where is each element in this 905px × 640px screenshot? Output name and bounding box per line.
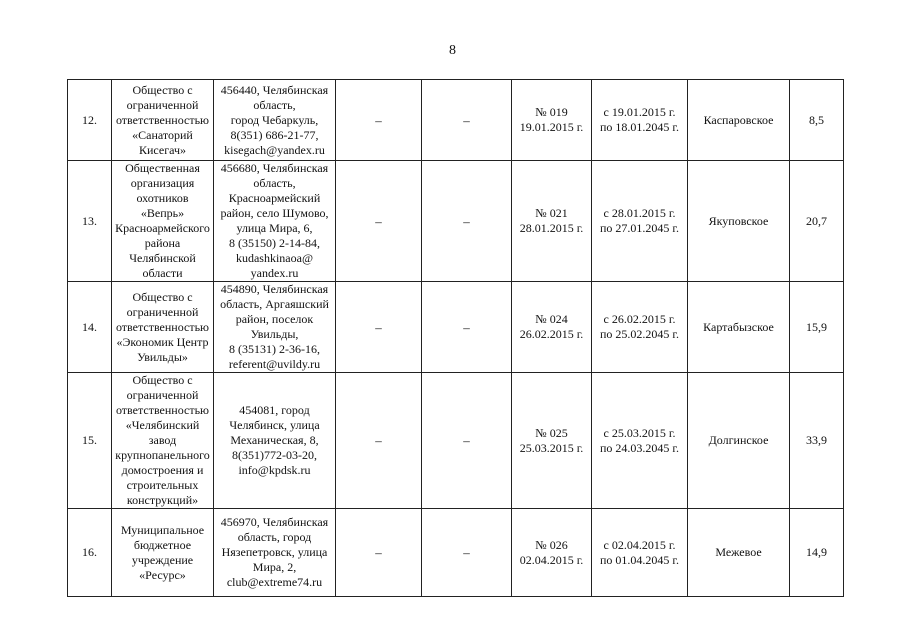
organization-address: 456440, Челябинская область, город Чебаркуль, 8(351) 686-21-77, kisegach@yandex.ru <box>214 80 336 161</box>
hunting-ground-name: Межевое <box>688 509 790 597</box>
row-number: 16. <box>68 509 112 597</box>
empty-cell-dash: – <box>336 161 422 282</box>
contract-term: с 02.04.2015 г. по 01.04.2045 г. <box>592 509 688 597</box>
area-value: 14,9 <box>790 509 844 597</box>
empty-cell-dash: – <box>422 282 512 373</box>
organization-address: 454081, город Челябинск, улица Механическая, 8, 8(351)772-03-20, info@kpdsk.ru <box>214 373 336 509</box>
contract-term: с 28.01.2015 г. по 27.01.2045 г. <box>592 161 688 282</box>
contract-term: с 26.02.2015 г. по 25.02.2045 г. <box>592 282 688 373</box>
empty-cell-dash: – <box>422 509 512 597</box>
contract-term: с 19.01.2015 г. по 18.01.2045 г. <box>592 80 688 161</box>
table-row <box>68 373 844 509</box>
contract-number-date: № 026 02.04.2015 г. <box>512 509 592 597</box>
organization-name: Общественная организация охотников «Вепрь» Красноармейского района Челябинской области <box>112 161 214 282</box>
empty-cell-dash: – <box>336 373 422 509</box>
empty-cell-dash: – <box>422 373 512 509</box>
contract-number-date: № 019 19.01.2015 г. <box>512 80 592 161</box>
table-row <box>68 161 844 282</box>
organization-name: Муниципальное бюджетное учреждение «Ресурс» <box>112 509 214 597</box>
contract-number-date: № 024 26.02.2015 г. <box>512 282 592 373</box>
row-number: 13. <box>68 161 112 282</box>
area-value: 15,9 <box>790 282 844 373</box>
contract-number-date: № 021 28.01.2015 г. <box>512 161 592 282</box>
area-value: 33,9 <box>790 373 844 509</box>
organization-name: Общество с ограниченной ответственностью «Челябинский завод крупнопанельного домостроения и строительных конструкций» <box>112 373 214 509</box>
area-value: 20,7 <box>790 161 844 282</box>
contract-term: с 25.03.2015 г. по 24.03.2045 г. <box>592 373 688 509</box>
organization-name: Общество с ограниченной ответственностью «Экономик Центр Увильды» <box>112 282 214 373</box>
table-row <box>68 80 844 161</box>
empty-cell-dash: – <box>336 509 422 597</box>
table-row <box>68 282 844 373</box>
hunting-ground-name: Долгинское <box>688 373 790 509</box>
row-number: 12. <box>68 80 112 161</box>
organization-address: 456970, Челябинская область, город Нязепетровск, улица Мира, 2, club@extreme74.ru <box>214 509 336 597</box>
row-number: 14. <box>68 282 112 373</box>
organization-address: 454890, Челябинская область, Аргаяшский район, поселок Увильды, 8 (35131) 2-36-16, referent@uvildy.ru <box>214 282 336 373</box>
table-row <box>68 509 844 597</box>
organization-address: 456680, Челябинская область, Красноармейский район, село Шумово, улица Мира, 6, 8 (35150) 2-14-84, kudashkinaoa@ yandex.ru <box>214 161 336 282</box>
organization-name: Общество с ограниченной ответственностью «Санаторий Кисегач» <box>112 80 214 161</box>
area-value: 8,5 <box>790 80 844 161</box>
hunting-ground-name: Каспаровское <box>688 80 790 161</box>
hunting-ground-name: Картабызское <box>688 282 790 373</box>
contract-number-date: № 025 25.03.2015 г. <box>512 373 592 509</box>
empty-cell-dash: – <box>336 80 422 161</box>
hunting-ground-name: Якуповское <box>688 161 790 282</box>
empty-cell-dash: – <box>422 80 512 161</box>
empty-cell-dash: – <box>422 161 512 282</box>
page-number: 8 <box>449 43 456 58</box>
empty-cell-dash: – <box>336 282 422 373</box>
row-number: 15. <box>68 373 112 509</box>
registry-table <box>67 79 844 597</box>
